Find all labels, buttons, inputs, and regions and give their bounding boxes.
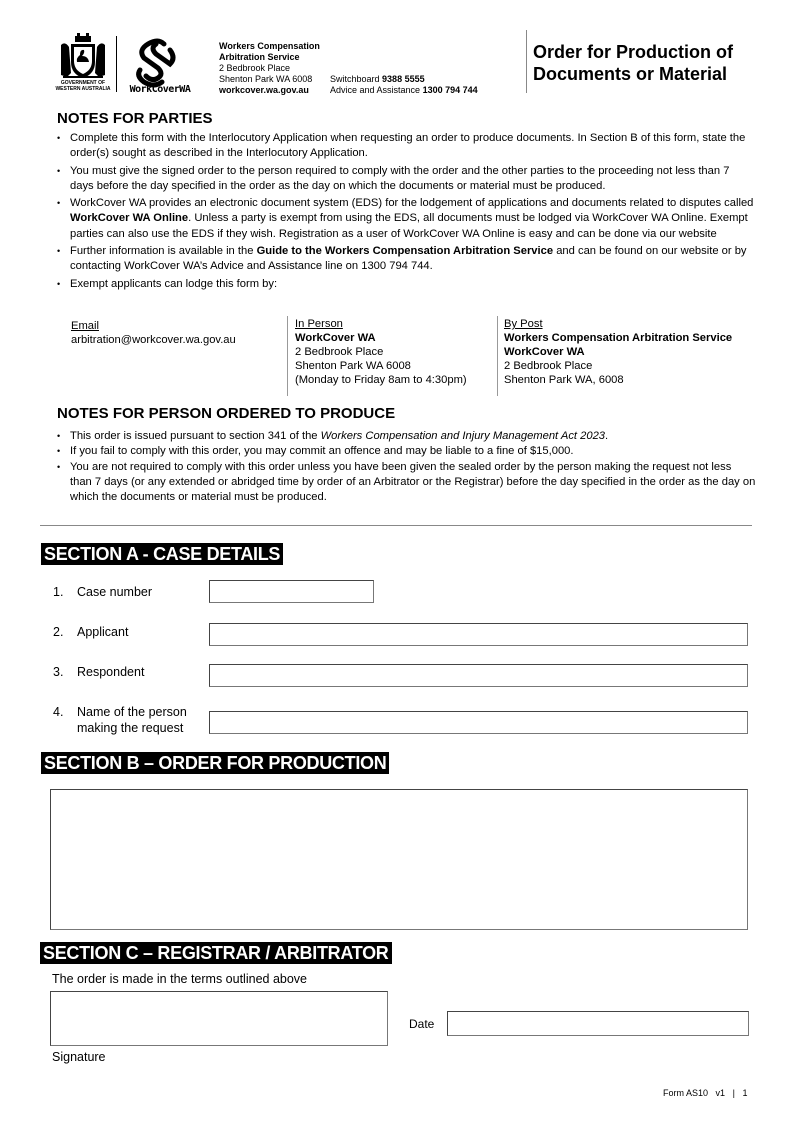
case-number-input[interactable] xyxy=(209,580,374,603)
svg-text:GOVERNMENT OF: GOVERNMENT OF xyxy=(60,80,106,86)
list-item: • If you fail to comply with this order, you may commit an offence and may be liable to a fine of $15,000. xyxy=(56,444,756,459)
section-divider xyxy=(40,525,752,526)
date-input[interactable] xyxy=(447,1011,749,1036)
section-a-heading: SECTION A - CASE DETAILS xyxy=(41,543,283,565)
requester-name-label: 4. Name of the person making the request xyxy=(53,705,187,735)
form-title: Order for Production of Documents or Material xyxy=(533,42,733,84)
footer-separator: | xyxy=(732,1088,735,1098)
applicant-label: 2. Applicant xyxy=(53,625,129,639)
switchboard: Switchboard 9388 5555 xyxy=(330,74,425,84)
list-item: • Exempt applicants can lodge this form by: xyxy=(56,277,756,292)
advice-number: 1300 794 744 xyxy=(422,85,478,95)
switchboard-number: 9388 5555 xyxy=(382,74,425,84)
lodge-by-post: By Post Workers Compensation Arbitration Service WorkCover WA 2 Bedbrook Place Shenton Park WA, 6008 xyxy=(504,318,733,386)
form-id: Form AS10 xyxy=(663,1088,709,1098)
section-b-heading: SECTION B – ORDER FOR PRODUCTION xyxy=(41,752,389,774)
org-name-line1: Workers Compensation xyxy=(219,41,320,51)
list-item: • Complete this form with the Interlocutory Application when requesting an order to produce documents. In Section B of this form, state the order(s) sought as described in the Interlocutory Application. xyxy=(56,131,756,162)
coat-of-arms-icon xyxy=(55,33,111,93)
respondent-input[interactable] xyxy=(209,664,748,687)
workcover-wa-logo xyxy=(124,36,192,94)
address-line2: Shenton Park WA 6008 xyxy=(219,74,313,84)
list-item: • Further information is available in the Guide to the Workers Compensation Arbitration Service and can be found on our website or by contacting WorkCover WA’s Advice and Assistance line on 1300 794 744. xyxy=(56,244,756,275)
workcover-wa-online-text: WorkCover WA Online xyxy=(70,212,189,225)
list-item: • This order is issued pursuant to section 341 of the Workers Compensation and Injury Management Act 2023. xyxy=(56,429,756,444)
page-number: 1 xyxy=(742,1088,748,1098)
lodge-by-email: Email arbitration@workcover.wa.gov.au xyxy=(71,320,236,346)
date-label: Date xyxy=(409,1017,435,1031)
title-divider xyxy=(526,30,527,93)
lodge-in-person: In Person WorkCover WA 2 Bedbrook Place Shenton Park WA 6008 (Monday to Friday 8am to 4:30pm) xyxy=(295,318,467,386)
svg-text:WorkCoverWA: WorkCoverWA xyxy=(129,84,191,94)
notes-for-parties-heading: NOTES FOR PARTIES xyxy=(57,110,213,127)
case-number-label: 1. Case number xyxy=(53,585,153,599)
order-for-production-textarea[interactable] xyxy=(50,789,748,930)
svg-text:WESTERN AUSTRALIA: WESTERN AUSTRALIA xyxy=(55,86,111,92)
email-address[interactable]: arbitration@workcover.wa.gov.au xyxy=(71,334,236,346)
respondent-label: 3. Respondent xyxy=(53,665,145,679)
notes-for-parties-list xyxy=(56,131,756,294)
notes-for-person-list xyxy=(56,429,756,505)
page-footer xyxy=(663,1088,747,1098)
column-divider xyxy=(287,316,288,396)
order-statement: The order is made in the terms outlined above xyxy=(52,972,307,986)
act-title-text: Workers Compensation and Injury Management Act 2023 xyxy=(320,430,606,442)
list-item: • You are not required to comply with this order unless you have been given the sealed order by the person making the request not less than 7 days (or any extended or abridged time by order of an Arbitrator or the Registrar) before the day specified in the order as the day on which the documents or material must be produced. xyxy=(56,460,756,506)
notes-for-person-heading: NOTES FOR PERSON ORDERED TO PRODUCE xyxy=(57,405,396,422)
signature-label: Signature xyxy=(52,1050,106,1064)
applicant-input[interactable] xyxy=(209,623,748,646)
requester-name-input[interactable] xyxy=(209,711,748,734)
guide-title-text: Guide to the Workers Compensation Arbitration Service xyxy=(256,245,554,258)
workcover-s-icon xyxy=(124,36,192,94)
advice-line: Advice and Assistance 1300 794 744 xyxy=(330,85,478,95)
org-name-line2: Arbitration Service xyxy=(219,52,300,62)
column-divider xyxy=(497,316,498,396)
website-link[interactable]: workcover.wa.gov.au xyxy=(219,85,309,95)
signature-box[interactable] xyxy=(50,991,388,1046)
government-of-western-australia-logo xyxy=(55,33,111,93)
section-c-heading: SECTION C – REGISTRAR / ARBITRATOR xyxy=(40,942,392,964)
list-item: • WorkCover WA provides an electronic document system (EDS) for the lodgement of applications and documents related to disputes called WorkCover WA Online. Unless a party is exempt from using the EDS, all documents must be lodged via WorkCover WA Online. Exempt parties can also use the EDS if they wish. Registration as a user of WorkCover WA Online is easy and can be done via our website xyxy=(56,196,756,242)
list-item: • You must give the signed order to the person required to comply with the order and the other parties to the proceeding not less than 7 days before the day specified in the order as the day on which the documents or material must be produced. xyxy=(56,164,756,195)
logo-divider xyxy=(116,36,117,92)
address-line1: 2 Bedbrook Place xyxy=(219,63,291,73)
organisation-contact-block xyxy=(219,41,478,96)
form-version: v1 xyxy=(715,1088,726,1098)
